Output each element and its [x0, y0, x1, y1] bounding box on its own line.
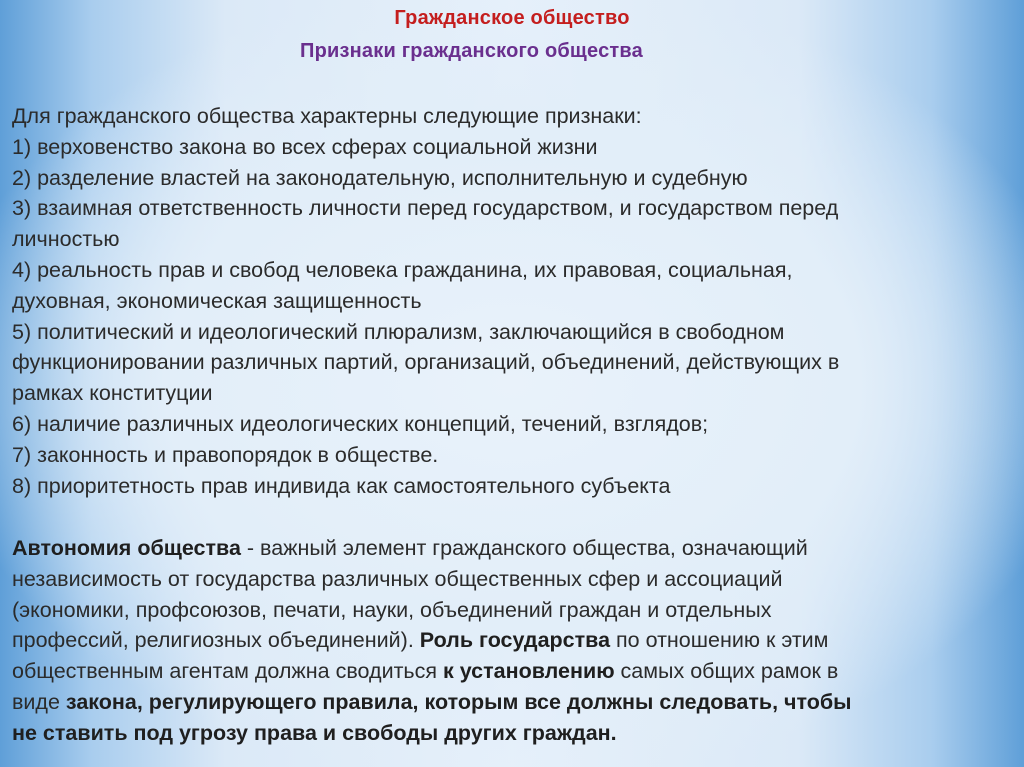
- feature-line: 5) политический и идеологический плюрализм, заключающийся в свободном: [12, 319, 785, 344]
- autonomy-line: [12, 718, 1012, 749]
- autonomy-paragraph: [12, 533, 1012, 749]
- law-term: закона, регулирующего правила, которым все должны следовать, чтобы: [65, 689, 852, 714]
- feature-line: 4) реальность прав и свобод человека гражданина, их правовая, социальная,: [12, 257, 793, 282]
- autonomy-line: [12, 625, 1012, 656]
- page-subtitle: Признаки гражданского общества: [300, 40, 643, 62]
- autonomy-line: [12, 533, 1012, 564]
- role-term: Роль государства: [419, 628, 611, 653]
- features-list: [12, 101, 1012, 501]
- feature-line: 3) взаимная ответственность личности перед государством, и государством перед: [12, 196, 839, 221]
- autonomy-text: общественным агентам должна сводиться: [12, 659, 443, 684]
- feature-line: духовная, экономическая защищенность: [12, 288, 422, 313]
- autonomy-line: (экономики, профсоюзов, печати, науки, объединений граждан и отдельных: [12, 597, 772, 622]
- feature-line: 8) приоритетность прав индивида как самостоятельного субъекта: [12, 473, 671, 498]
- autonomy-text: самых общих рамок в: [614, 659, 839, 684]
- establish-term: к установлению: [443, 659, 615, 684]
- feature-line: 1) верховенство закона во всех сферах социальной жизни: [12, 134, 598, 159]
- autonomy-term: Автономия общества: [12, 536, 241, 560]
- autonomy-text: профессий, религиозных объединений).: [12, 628, 420, 653]
- page-title: Гражданское общество: [394, 7, 630, 29]
- feature-line: 6) наличие различных идеологических концепций, течений, взглядов;: [12, 411, 709, 436]
- law-term-end: не ставить под угрозу права и свободы других граждан.: [12, 720, 617, 745]
- feature-line: рамках конституции: [12, 381, 213, 406]
- feature-line: личностью: [12, 227, 120, 252]
- feature-line: 2) разделение властей на законодательную, исполнительную и судебную: [12, 165, 748, 190]
- autonomy-line: [12, 656, 1012, 687]
- features-intro: Для гражданского общества характерны следующие признаки:: [12, 104, 642, 128]
- feature-line: функционировании различных партий, организаций, объединений, действующих в: [12, 350, 840, 375]
- autonomy-line: независимость от государства различных общественных сфер и ассоциаций: [12, 566, 783, 591]
- autonomy-text: виде: [12, 689, 66, 714]
- autonomy-text: - важный элемент гражданского общества, означающий: [240, 536, 808, 560]
- feature-line: 7) законность и правопорядок в обществе.: [12, 442, 439, 467]
- autonomy-line: [12, 687, 1012, 718]
- autonomy-text: по отношению к этим: [610, 628, 829, 653]
